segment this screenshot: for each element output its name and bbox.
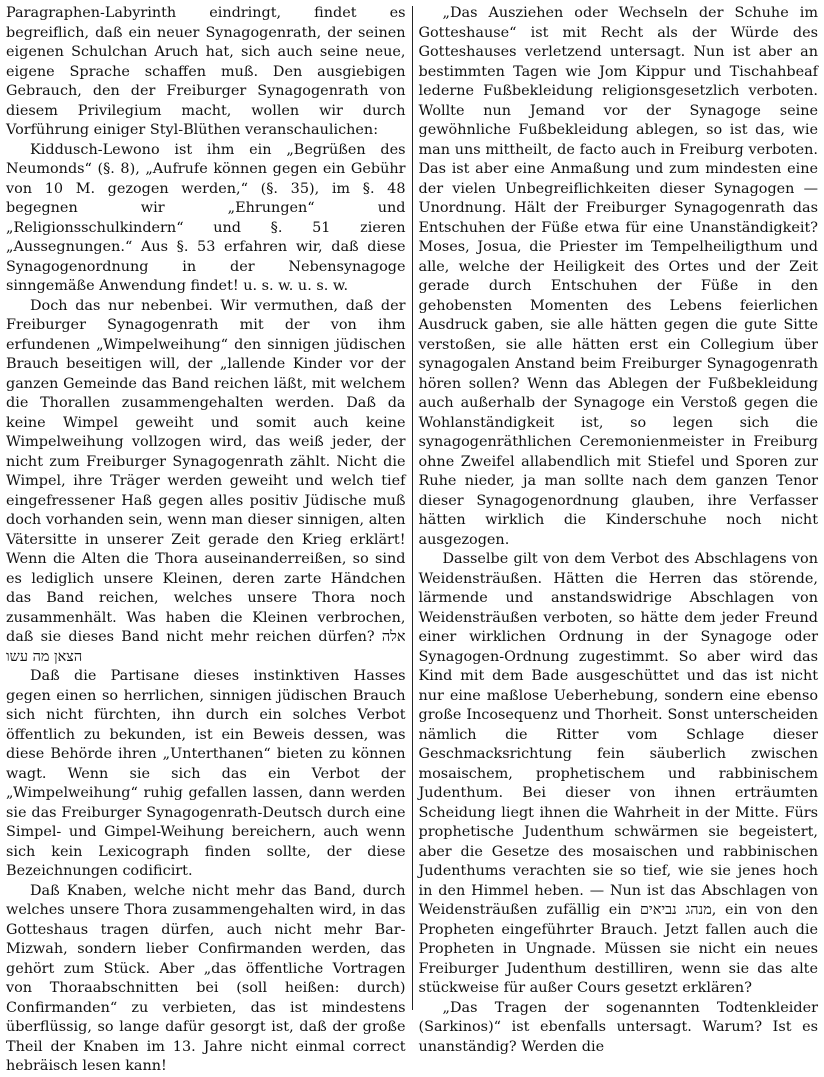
- paragraph: „Das Tragen der sogenannten Todtenkleider (Sarkinos)“ ist ebenfalls untersagt. Warum? Ist es unanständig? Werden die: [418, 999, 818, 1055]
- paragraph: Dasselbe gilt von dem Verbot des Abschlagens von Weidensträußen. Hätten die Herren das störende, lärmende und anstandswidrige Abschlagen von Weidensträußen verboten, so hätte dem jeder Freund einer wirklichen Ordnung in der Synagoge oder Synagogen-Ordnung zugestimmt. So aber wird das Kind mit dem Bade ausgeschüttet und das ist nicht nur eine maßlose Ueberhebung, sondern eine ebenso große Incosequenz und Thorheit. Sonst unterscheiden nämlich die Ritter vom Schlage dieser Geschmacksrichtung fein säuberlich zwischen mosaischem, prophetischem und rabbinischem Judenthum. Bei dieser von ihnen erträumten Scheidung liegt ihnen die Wahrheit in der Mitte. Fürs prophetische Judenthum schwärmen sie begeistert, aber die Gesetze des mosaischen und rabbinischen Judenthums verachten sie so tief, wie sie jenes hoch in den Himmel heben. — Nun ist das Abschlagen von Weidensträußen zufällig ein מנהג נביאים, ein von den Propheten eingeführter Brauch. Jetzt fallen auch die Propheten in Ungnade. Müssen sie nicht ein neues Freiburger Judenthum destilliren, wenn sie das alte stückweise für außer Cours gesetzt erklären?: [418, 551, 819, 996]
- column-divider: [412, 6, 413, 1010]
- paragraph: Paragraphen-Labyrinth eindringt, findet es begreiflich, daß ein neuer Synagogenrath, der seinen eigenen Schulchan Aruch hat, sich auch seine neue, eigene Sprache schaffen muß. Den ausgiebigen Gebrauch, den der Freiburger Synagogenrath von diesem Privilegium macht, wollen wir durch Vorführung einiger Styl-Blüthen veranschaulichen:: [6, 5, 406, 138]
- paragraph: Daß Knaben, welche nicht mehr das Band, durch welches unsere Thora zusammengehalten wird, in das Gotteshaus tragen dürfen, auch nicht mehr Bar-Mizwah, sondern lieber Confirmanden werden, das gehört zum Stück. Aber „das öffentliche Vortragen von Thoraabschnitten bei (soll heißen: durch) Confirmanden“ zu verbieten, das ist mindestens überflüssig, so lange dafür gesorgt ist, daß der große Theil der Knaben im 13. Jahre nicht einmal correct hebräisch lesen kann!: [6, 882, 406, 1074]
- paragraph: Doch das nur nebenbei. Wir vermuthen, daß der Freiburger Synagogenrath mit der von ihm erfundenen „Wimpelweihung“ den sinnigen jüdischen Brauch beseitigen will, der „lallende Kinder vor der ganzen Gemeinde das Band reichen läßt, mit welchem die Thorallen zusammengehalten werden. Daß da keine Wimpel geweiht und somit auch keine Wimpelweihung vollzogen wird, das weiß jeder, der nicht zum Freiburger Synagogenrath zählt. Nicht die Wimpel, ihre Träger werden geweiht und welch tief eingefressener Haß gegen alles positiv Jüdische muß doch vorhanden sein, wenn man dieser sinnigen, alten Vätersitte in unserer Zeit gerade den Krieg erklärt! Wenn die Alten die Thora auseinanderreißen, so sind es lediglich unsere Kleinen, deren zarte Händchen das Band reichen, welches unsere Thora noch zusammenhält. Was haben die Kleinen verbrochen, daß sie dieses Band nicht mehr reichen dürfen? אלה הצאן מה עשו: [6, 297, 406, 665]
- paragraph: Daß die Partisane dieses instinktiven Hasses gegen einen so herrlichen, sinnigen jüdischen Brauch sich nicht fürchten, ihn durch ein solches Verbot öffentlich zu bekunden, ist ein Beweis dessen, was diese Behörde ihren „Unterthanen“ bieten zu können wagt. Wenn sie sich das ein Verbot der „Wimpelweihung“ ruhig gefallen lassen, dann werden sie das Freiburger Synagogenrath-Deutsch durch eine Simpel- und Gimpel-Weihung bereichern, auch wenn sich kein Lexicograph finden sollte, der diese Bezeichnungen codificirt.: [6, 668, 406, 879]
- text-column-right: [418, 4, 819, 1055]
- paragraph: „Das Ausziehen oder Wechseln der Schuhe im Gotteshause“ ist mit Recht als der Würde des Gotteshauses verletzend untersagt. Nun ist aber an bestimmten Tagen wie Jom Kippur und Tischahbeaf lederne Fußbekleidung religionsgesetzlich verboten. Wollte nun Jemand vor der Synagoge seine gewöhnliche Fußbekleidung ablegen, so ist das, wie man uns mittheilt, de facto auch in Freiburg verboten. Das ist aber eine Anmaßung und zum mindesten eine der vielen Unbegreiflichkeiten dieser Synagogen — Unordnung. Hält der Freiburger Synagogenrath das Entschuhen der Füße etwa für eine Unanständigkeit? Moses, Josua, die Priester im Tempelheiligthum und alle, welche der Heiligkeit des Ortes und der Zeit gerade durch Entschuhen der Füße in den gehobensten Momenten des Lebens feierlichen Ausdruck gaben, sie alle hätten gegen die gute Sitte verstoßen, sie alle hätten erst ein Collegium über synagogalen Anstand beim Freiburger Synagogenrath hören sollen? Wenn das Ablegen der Fußbekleidung auch außerhalb der Synagoge ein Verstoß gegen die Wohlanständigkeit ist, so legen sich die synagogenräthlichen Ceremonienmeister in Freiburg ohne Zweifel allabendlich mit Stiefel und Sporen zur Ruhe nieder, ja man sollte nach dem ganzen Tenor dieser Synagogenordnung glauben, ihre Verfasser hätten wirklich die Kinderschuhe noch nicht ausgezogen.: [418, 5, 818, 548]
- text-column-left: [6, 4, 406, 1074]
- paragraph: Kiddusch-Lewono ist ihm ein „Begrüßen des Neumonds“ (§. 8), „Aufrufe können gegen ein Gebühr von 10 M. gezogen werden,“ (§. 35), im §. 48 begegnen wir „Ehrungen“ und „Religionsschulkindern“ und §. 51 zieren „Aussegnungen.“ Aus §. 53 erfahren wir, daß diese Synagogenordnung in der Nebensynagoge sinngemäße Anwendung findet! u. s. w. u. s. w.: [6, 141, 406, 294]
